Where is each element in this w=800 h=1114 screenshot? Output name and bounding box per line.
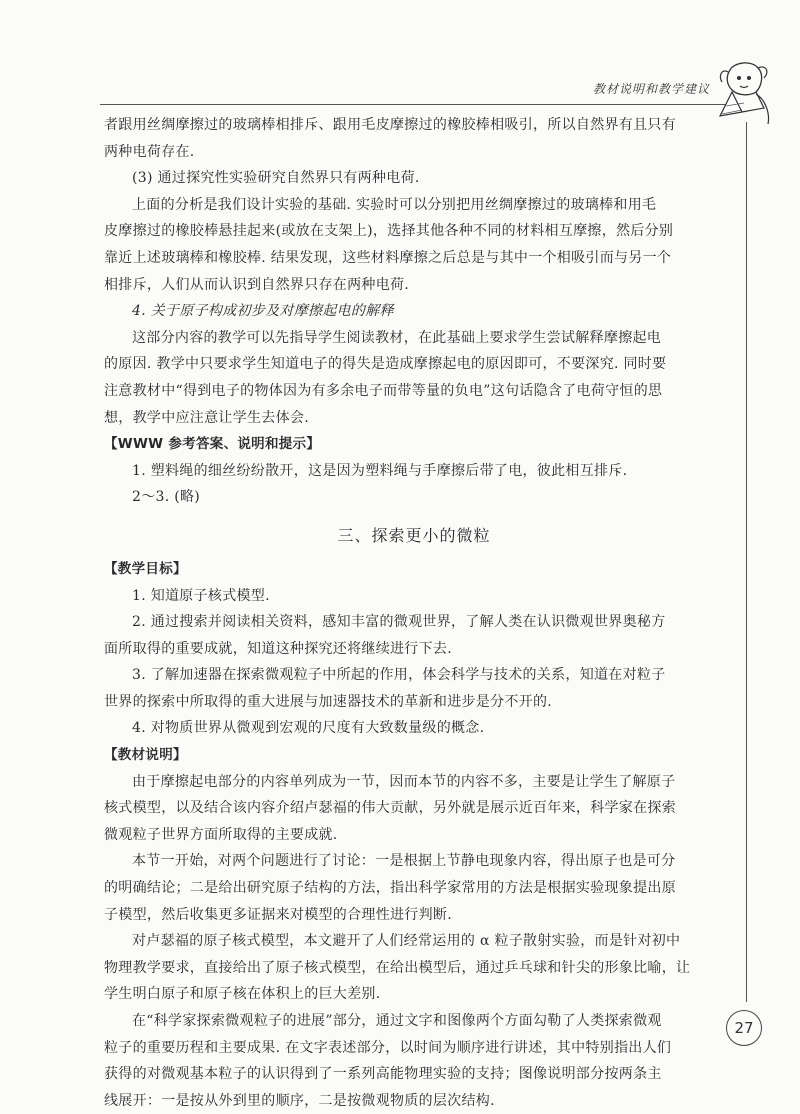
text-line: 这部分内容的教学可以先指导学生阅读教材，在此基础上要求学生尝试解释摩擦起电 bbox=[132, 329, 662, 346]
header-rule bbox=[100, 104, 727, 105]
text-line: 世界的探索中所取得的重大进展与加速器技术的革新和进步是分不开的. bbox=[104, 693, 553, 710]
text-line: 子模型，然后收集更多证据来对模型的合理性进行判断. bbox=[104, 906, 452, 923]
text-line: 相排斥，人们从而认识到自然界只存在两种电荷. bbox=[104, 276, 410, 293]
side-rule bbox=[746, 122, 747, 1002]
page-body bbox=[104, 112, 724, 1114]
header-title: 教材说明和教学建议 bbox=[592, 82, 710, 96]
text-line: 两种电荷存在. bbox=[104, 143, 195, 160]
text-line: 2～3. (略) bbox=[132, 489, 201, 506]
text-line: 1. 塑料绳的细丝纷纷散开，这是因为塑料绳与手摩擦后带了电，彼此相互排斥. bbox=[132, 462, 628, 479]
text-line: 皮摩擦过的橡胶棒悬挂起来(或放在支架上)，选择其他各种不同的材料相互摩擦，然后分别 bbox=[104, 223, 674, 240]
text-line: 者跟用丝绸摩擦过的玻璃棒相排斥、跟用毛皮摩擦过的橡胶棒相吸引，所以自然界有且只有 bbox=[104, 117, 676, 133]
section-title: 三、探索更小的微粒 bbox=[337, 525, 491, 545]
text-line: 的原因. 教学中只要求学生知道电子的得失是造成摩擦起电的原因即可，不要深究. 同时要 bbox=[104, 356, 667, 373]
answers-heading: 【WWW 参考答案、说明和提示】 bbox=[104, 436, 321, 453]
text-line: (3) 通过探究性实验研究自然界只有两种电荷. bbox=[132, 170, 420, 187]
text-line: 的明确结论；二是给出研究原子结构的方法，指出科学家常用的方法是根据实验现象提出原 bbox=[104, 880, 676, 897]
text-line: 想，教学中应注意让学生去体会. bbox=[104, 409, 309, 426]
text-line: 上面的分析是我们设计实验的基础. 实验时可以分别把用丝绸摩擦过的玻璃棒和用毛 bbox=[132, 196, 657, 213]
text-line: 靠近上述玻璃棒和橡胶棒. 结果发现，这些材料摩擦之后总是与其中一个相吸引而与另一个 bbox=[104, 249, 672, 266]
text-line: 3. 了解加速器在探索微观粒子中所起的作用，体会科学与技术的关系，知道在对粒子 bbox=[132, 667, 666, 684]
text-line: 本节一开始，对两个问题进行了讨论：一是根据上节静电现象内容，得出原子也是可分 bbox=[132, 853, 676, 870]
text-line: 2. 通过搜索并阅读相关资料，感知丰富的微观世界，了解人类在认识微观世界奥秘方 bbox=[132, 614, 666, 631]
text-line: 微观粒子世界方面所取得的主要成就. bbox=[104, 826, 338, 843]
text-line: 面所取得的重要成就，知道这种探究还将继续进行下去. bbox=[104, 640, 452, 657]
text-line: 获得的对微观基本粒子的认识得到了一系列高能物理实验的支持；图像说明部分按两条主 bbox=[104, 1066, 662, 1083]
text-line: 物理教学要求，直接给出了原子核式模型，在给出模型后，通过乒乓球和针尖的形象比喻，让 bbox=[104, 959, 691, 976]
text-line: 在“科学家探索微观粒子的进展”部分，通过文字和图像两个方面勾勒了人类探索微观 bbox=[132, 1013, 662, 1029]
materials-heading: 【教材说明】 bbox=[104, 747, 187, 764]
text-line: 4. 对物质世界从微观到宏观的尺度有大致数量级的概念. bbox=[132, 720, 485, 737]
text-line: 由于摩擦起电部分的内容单列成为一节，因而本节的内容不多，主要是让学生了解原子 bbox=[132, 773, 676, 790]
text-line: 核式模型，以及结合该内容介绍卢瑟福的伟大贡献，另外就是展示近百年来，科学家在探索 bbox=[104, 800, 676, 817]
text-line: 对卢瑟福的原子核式模型，本文避开了人们经常运用的 α 粒子散射实验，而是针对初中 bbox=[132, 933, 681, 950]
text-line: 学生明白原子和原子核在体积上的巨大差别. bbox=[104, 986, 381, 1003]
subsection-heading: 4. 关于原子构成初步及对摩擦起电的解释 bbox=[132, 303, 394, 320]
text-line: 线展开：一是按从外到里的顺序，二是按微观物质的层次结构. bbox=[104, 1092, 495, 1109]
page-number: 27 bbox=[726, 1010, 762, 1046]
text-line: 1. 知道原子核式模型. bbox=[132, 587, 270, 604]
text-line: 粒子的重要历程和主要成果. 在文字表述部分，以时间为顺序进行讲述，其中特别指出人们 bbox=[104, 1039, 672, 1056]
text-line: 注意教材中“得到电子的物体因为有多余电子而带等量的负电”这句话隐含了电荷守恒的思 bbox=[104, 382, 663, 399]
objectives-heading: 【教学目标】 bbox=[104, 560, 187, 577]
